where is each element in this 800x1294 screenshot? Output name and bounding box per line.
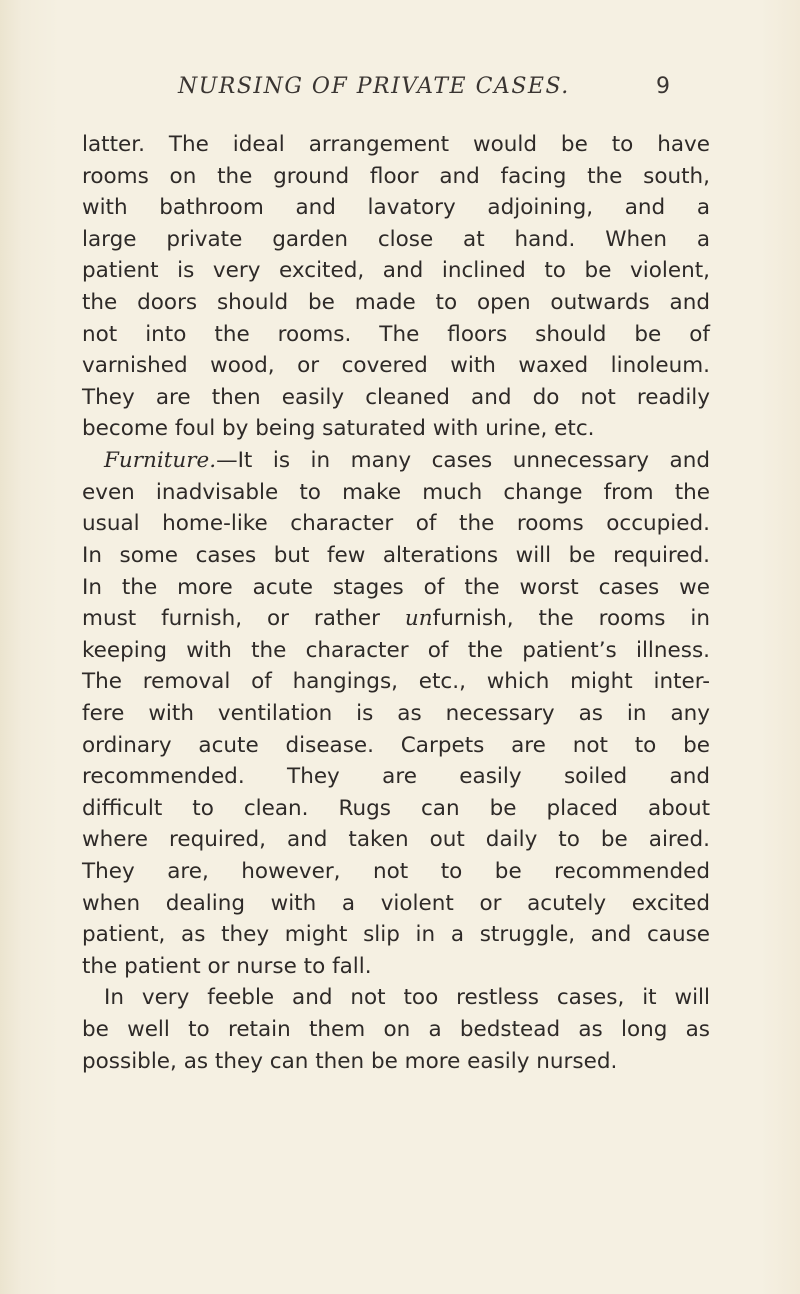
text-line: when dealing with a violent or acutely excited [82,890,710,916]
text-line: where required, and taken out daily to be aired. [82,827,710,853]
text-line: large private garden close at hand. When a [82,226,710,252]
text-line: ordinary acute disease. Carpets are not to be [82,732,710,758]
body-text [82,129,710,1077]
text-line: rooms on the ground floor and facing the south, [82,163,710,189]
text-line: difficult to clean. Rugs can be placed about [82,795,710,821]
text-line: not into the rooms. The floors should be of [82,321,710,347]
text-line: the doors should be made to open outwards and [82,290,710,316]
text-line: with bathroom and lavatory adjoining, and a [82,195,710,221]
text-line: recommended. They are easily soiled and [82,764,710,790]
section-heading: Furniture. [104,448,217,474]
text-line: even inadvisable to make much change from the [82,479,710,505]
text-line: the patient or nurse to fall. [82,953,372,979]
text-line: usual home-like character of the rooms occupied. [82,511,710,537]
emphasis: un [404,606,433,632]
page-number: 9 [656,74,670,99]
text-line: patient, as they might slip in a struggle, and cause [82,922,710,948]
running-head [0,74,800,114]
text-line: In some cases but few alterations will be required. [82,542,710,568]
text-line: patient is very excited, and inclined to be violent, [82,258,710,284]
text-line: Furniture.—It is in many cases unnecessary and [104,448,710,474]
text-line: possible, as they can then be more easily nursed. [82,1048,618,1074]
text-line: In the more acute stages of the worst cases we [82,574,710,600]
text-line: latter. The ideal arrangement would be to have [82,132,710,157]
text-line: They are, however, not to be recommended [82,859,710,885]
running-title: NURSING OF PRIVATE CASES. [178,74,570,99]
text-line: They are then easily cleaned and do not readily [82,384,710,410]
text-line: varnished wood, or covered with waxed linoleum. [82,353,710,379]
text-line: become foul by being saturated with urine, etc. [82,416,595,442]
text-line: must furnish, or rather unfurnish, the rooms in [82,606,710,632]
text-line: be well to retain them on a bedstead as long as [82,1017,710,1043]
text-line: The removal of hangings, etc., which might inter- [82,669,710,695]
text-line: keeping with the character of the patient’s illness. [82,637,710,663]
text-line: fere with ventilation is as necessary as in any [82,700,710,726]
text-line: In very feeble and not too restless cases, it will [104,985,710,1011]
